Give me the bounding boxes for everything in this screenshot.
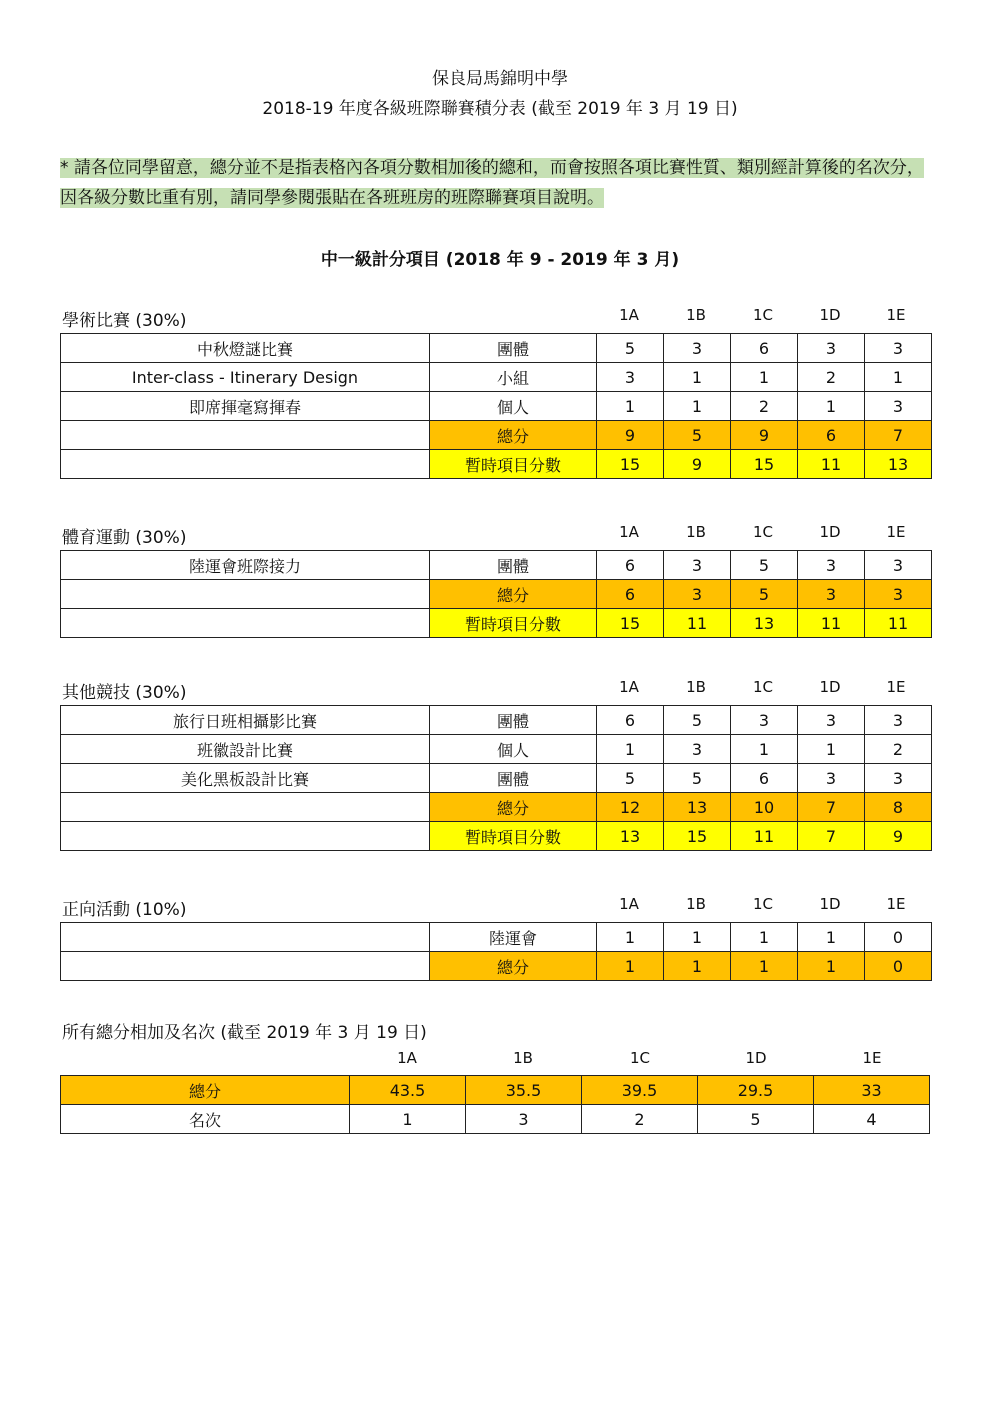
class-header: 1B xyxy=(686,523,706,541)
section-title: 正向活動 (10%) xyxy=(62,900,187,920)
level-title: 中一級計分項目 (2018 年 9 - 2019 年 3 月) xyxy=(320,250,680,270)
event-type-cell: 暫時項目分數 xyxy=(430,822,597,851)
total-row xyxy=(61,580,932,609)
class-header: 1E xyxy=(886,895,906,913)
score-cell: 1 xyxy=(798,735,865,764)
summary-class-header: 1C xyxy=(629,1049,651,1067)
class-header: 1E xyxy=(886,678,906,696)
event-name-cell: 陸運會班際接力 xyxy=(61,551,430,580)
score-cell: 9 xyxy=(597,421,664,450)
summary-total-cell: 35.5 xyxy=(466,1076,582,1105)
score-cell: 15 xyxy=(731,450,798,479)
score-cell: 3 xyxy=(865,392,932,421)
class-header: 1C xyxy=(752,678,774,696)
score-cell: 3 xyxy=(865,706,932,735)
event-type-cell: 總分 xyxy=(430,421,597,450)
event-row xyxy=(61,392,932,421)
score-cell: 1 xyxy=(597,392,664,421)
score-cell: 12 xyxy=(597,793,664,822)
section-header xyxy=(62,306,932,331)
score-cell: 5 xyxy=(597,764,664,793)
score-table xyxy=(60,705,932,851)
score-cell: 3 xyxy=(798,580,865,609)
event-type-cell: 團體 xyxy=(430,706,597,735)
class-header: 1B xyxy=(686,895,706,913)
summary-rank-label: 名次 xyxy=(61,1105,350,1134)
summary-class-header: 1D xyxy=(745,1049,767,1067)
event-name-cell xyxy=(61,923,430,952)
score-cell: 1 xyxy=(664,392,731,421)
class-header: 1A xyxy=(619,306,639,324)
score-cell: 1 xyxy=(731,735,798,764)
score-cell: 6 xyxy=(597,580,664,609)
score-cell: 3 xyxy=(865,764,932,793)
notice-text xyxy=(60,153,930,213)
summary-rank-cell: 3 xyxy=(466,1105,582,1134)
summary-total-row xyxy=(61,1076,930,1105)
summary-total-cell: 43.5 xyxy=(350,1076,466,1105)
score-cell: 3 xyxy=(731,706,798,735)
section-header xyxy=(62,678,932,703)
event-type-cell: 暫時項目分數 xyxy=(430,609,597,638)
event-name-cell xyxy=(61,609,430,638)
event-name-cell: 旅行日班相攝影比賽 xyxy=(61,706,430,735)
summary-rank-cell: 5 xyxy=(698,1105,814,1134)
total-row xyxy=(61,793,932,822)
event-name-cell xyxy=(61,822,430,851)
total-row xyxy=(61,421,932,450)
score-cell: 11 xyxy=(798,450,865,479)
score-cell: 3 xyxy=(664,580,731,609)
event-name-cell: 班徽設計比賽 xyxy=(61,735,430,764)
score-cell: 3 xyxy=(798,706,865,735)
score-table xyxy=(60,333,932,479)
class-header: 1E xyxy=(886,306,906,324)
class-header: 1D xyxy=(819,306,841,324)
score-cell: 1 xyxy=(731,363,798,392)
summary-total-label: 總分 xyxy=(61,1076,350,1105)
score-cell: 5 xyxy=(731,580,798,609)
score-cell: 3 xyxy=(865,580,932,609)
class-header: 1A xyxy=(619,895,639,913)
score-cell: 3 xyxy=(664,334,731,363)
score-cell: 13 xyxy=(865,450,932,479)
section-header xyxy=(62,523,932,548)
score-cell: 15 xyxy=(597,450,664,479)
score-cell: 15 xyxy=(664,822,731,851)
score-cell: 1 xyxy=(664,923,731,952)
event-name-cell: 中秋燈謎比賽 xyxy=(61,334,430,363)
class-header: 1C xyxy=(752,306,774,324)
score-cell: 3 xyxy=(664,551,731,580)
score-cell: 1 xyxy=(597,952,664,981)
score-cell: 1 xyxy=(865,363,932,392)
score-cell: 3 xyxy=(597,363,664,392)
event-row xyxy=(61,551,932,580)
class-header: 1D xyxy=(819,678,841,696)
provisional-row xyxy=(61,822,932,851)
section-title: 學術比賽 (30%) xyxy=(62,311,187,331)
score-cell: 11 xyxy=(731,822,798,851)
score-cell: 11 xyxy=(664,609,731,638)
event-type-cell: 小組 xyxy=(430,363,597,392)
event-type-cell: 暫時項目分數 xyxy=(430,450,597,479)
score-cell: 5 xyxy=(664,421,731,450)
score-cell: 1 xyxy=(798,392,865,421)
score-cell: 3 xyxy=(798,764,865,793)
score-cell: 1 xyxy=(731,923,798,952)
score-cell: 13 xyxy=(597,822,664,851)
event-type-cell: 團體 xyxy=(430,551,597,580)
event-name-cell xyxy=(61,450,430,479)
score-cell: 6 xyxy=(731,334,798,363)
score-cell: 7 xyxy=(865,421,932,450)
event-name-cell xyxy=(61,580,430,609)
score-cell: 6 xyxy=(597,706,664,735)
score-table xyxy=(60,922,932,981)
summary-total-cell: 29.5 xyxy=(698,1076,814,1105)
score-cell: 2 xyxy=(731,392,798,421)
class-header: 1A xyxy=(619,678,639,696)
section-header xyxy=(62,895,932,920)
score-cell: 3 xyxy=(865,334,932,363)
event-row xyxy=(61,764,932,793)
event-type-cell: 個人 xyxy=(430,392,597,421)
class-header: 1C xyxy=(752,523,774,541)
event-name-cell: 美化黑板設計比賽 xyxy=(61,764,430,793)
summary-total-cell: 39.5 xyxy=(582,1076,698,1105)
provisional-row xyxy=(61,609,932,638)
total-row xyxy=(61,952,932,981)
event-type-cell: 總分 xyxy=(430,793,597,822)
summary-rank-cell: 4 xyxy=(814,1105,930,1134)
event-type-cell: 總分 xyxy=(430,580,597,609)
event-row xyxy=(61,923,932,952)
score-cell: 13 xyxy=(731,609,798,638)
score-cell: 1 xyxy=(664,952,731,981)
score-cell: 1 xyxy=(597,923,664,952)
event-name-cell xyxy=(61,793,430,822)
score-cell: 5 xyxy=(664,764,731,793)
score-cell: 1 xyxy=(798,952,865,981)
score-cell: 6 xyxy=(798,421,865,450)
event-name-cell: 即席揮毫寫揮春 xyxy=(61,392,430,421)
class-header: 1B xyxy=(686,678,706,696)
event-row xyxy=(61,735,932,764)
class-header: 1C xyxy=(752,895,774,913)
event-row xyxy=(61,334,932,363)
score-cell: 1 xyxy=(597,735,664,764)
score-cell: 0 xyxy=(865,923,932,952)
event-type-cell: 陸運會 xyxy=(430,923,597,952)
score-cell: 13 xyxy=(664,793,731,822)
class-header: 1D xyxy=(819,523,841,541)
score-cell: 2 xyxy=(798,363,865,392)
event-row xyxy=(61,706,932,735)
score-cell: 7 xyxy=(798,822,865,851)
document-title: 2018-19 年度各級班際聯賽積分表 (截至 2019 年 3 月 19 日) xyxy=(262,99,738,119)
event-type-cell: 團體 xyxy=(430,764,597,793)
class-header: 1D xyxy=(819,895,841,913)
event-type-cell: 總分 xyxy=(430,952,597,981)
score-cell: 6 xyxy=(597,551,664,580)
score-cell: 11 xyxy=(865,609,932,638)
score-cell: 2 xyxy=(865,735,932,764)
event-type-cell: 個人 xyxy=(430,735,597,764)
score-cell: 3 xyxy=(865,551,932,580)
summary-rank-row xyxy=(61,1105,930,1134)
event-row xyxy=(61,363,932,392)
section-title: 體育運動 (30%) xyxy=(62,528,187,548)
school-name: 保良局馬錦明中學 xyxy=(432,69,568,89)
score-cell: 3 xyxy=(664,735,731,764)
event-name-cell xyxy=(61,952,430,981)
score-cell: 5 xyxy=(731,551,798,580)
score-table xyxy=(60,550,932,638)
score-cell: 15 xyxy=(597,609,664,638)
score-cell: 3 xyxy=(798,334,865,363)
score-cell: 1 xyxy=(731,952,798,981)
class-header: 1B xyxy=(686,306,706,324)
score-cell: 0 xyxy=(865,952,932,981)
score-cell: 5 xyxy=(664,706,731,735)
summary-total-cell: 33 xyxy=(814,1076,930,1105)
notice-highlight: * 請各位同學留意，總分並不是指表格內各項分數相加後的總和，而會按照各項比賽性質、類別經計算後的名次分，因各級分數比重有別，請同學參閱張貼在各班班房的班際聯賽項目說明。 xyxy=(60,158,924,208)
summary-class-header: 1B xyxy=(513,1049,533,1067)
score-cell: 3 xyxy=(798,551,865,580)
event-name-cell: Inter-class - Itinerary Design xyxy=(61,363,430,392)
summary-class-header: 1A xyxy=(397,1049,417,1067)
score-cell: 7 xyxy=(798,793,865,822)
score-cell: 9 xyxy=(664,450,731,479)
score-cell: 9 xyxy=(731,421,798,450)
score-cell: 6 xyxy=(731,764,798,793)
score-cell: 11 xyxy=(798,609,865,638)
class-header: 1A xyxy=(619,523,639,541)
summary-title: 所有總分相加及名次 (截至 2019 年 3 月 19 日) xyxy=(62,1023,427,1043)
score-cell: 10 xyxy=(731,793,798,822)
event-name-cell xyxy=(61,421,430,450)
event-type-cell: 團體 xyxy=(430,334,597,363)
summary-class-header: 1E xyxy=(862,1049,882,1067)
score-cell: 1 xyxy=(798,923,865,952)
score-cell: 9 xyxy=(865,822,932,851)
provisional-row xyxy=(61,450,932,479)
score-cell: 8 xyxy=(865,793,932,822)
score-cell: 1 xyxy=(664,363,731,392)
summary-rank-cell: 1 xyxy=(350,1105,466,1134)
summary-table xyxy=(60,1075,930,1134)
score-cell: 5 xyxy=(597,334,664,363)
class-header: 1E xyxy=(886,523,906,541)
summary-rank-cell: 2 xyxy=(582,1105,698,1134)
section-title: 其他競技 (30%) xyxy=(62,683,187,703)
